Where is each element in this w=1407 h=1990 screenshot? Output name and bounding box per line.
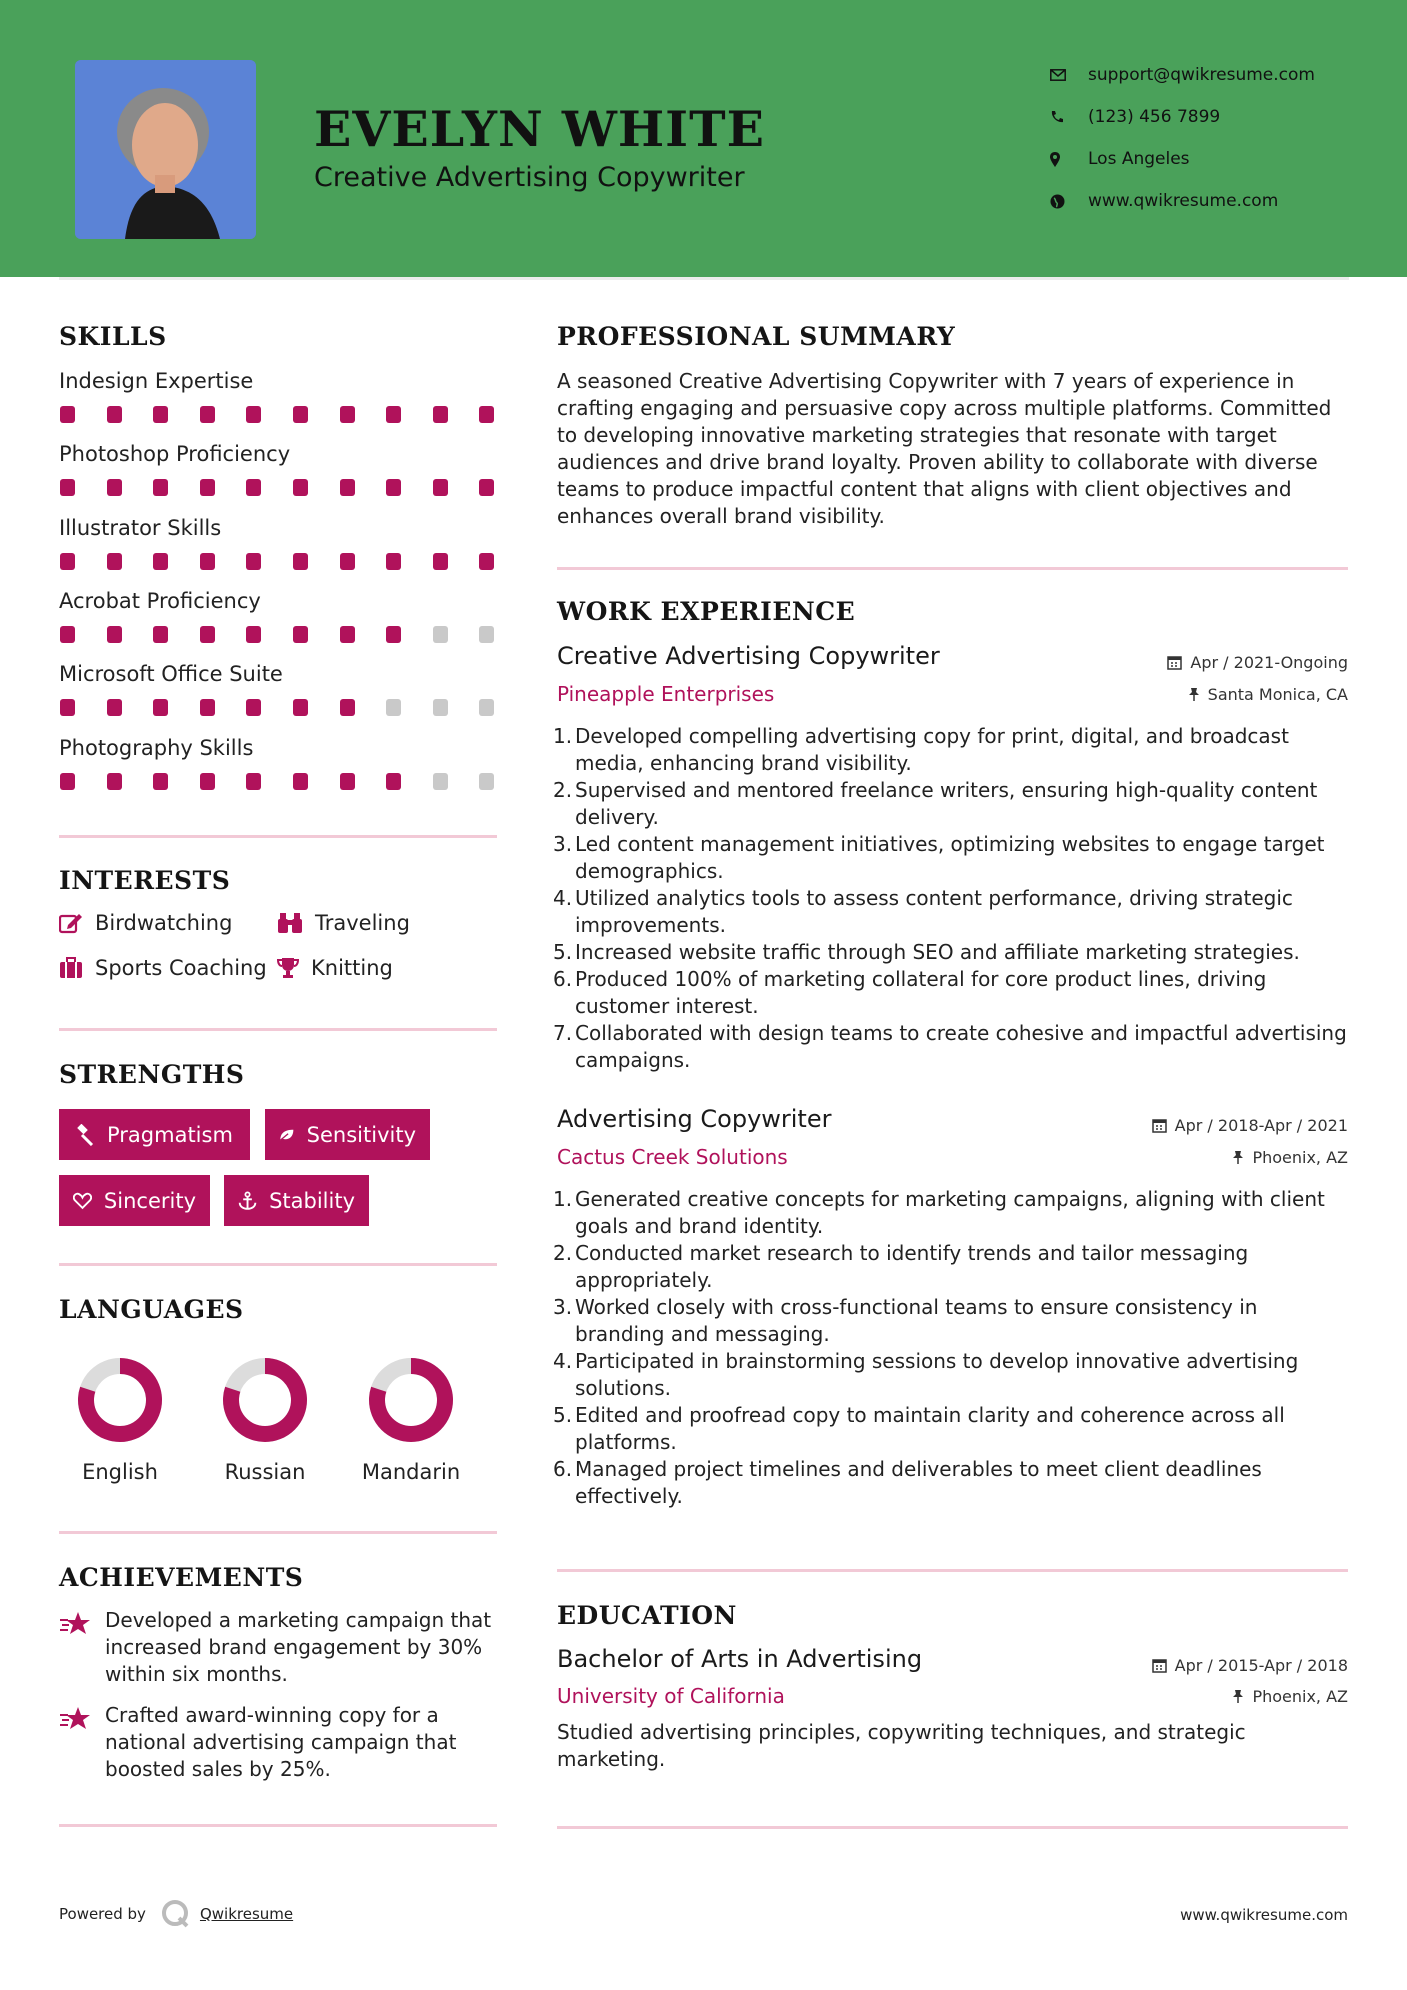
skill-dot <box>153 553 168 570</box>
skill-dot <box>293 553 308 570</box>
skill-dot <box>200 553 215 570</box>
skill-dot <box>200 479 215 496</box>
skill-dot <box>433 699 448 716</box>
heart-icon <box>73 1191 92 1211</box>
job-company: Pineapple Enterprises <box>557 682 775 706</box>
skill-dot <box>293 699 308 716</box>
skill-rating <box>59 699 499 717</box>
pushpin-icon <box>1188 687 1200 702</box>
leaf-icon <box>279 1125 295 1145</box>
skill-dot <box>340 479 355 496</box>
gavel-icon <box>73 1124 95 1146</box>
skill-dot <box>386 479 401 496</box>
job-location: Santa Monica, CA <box>1188 685 1348 704</box>
skill-rating <box>59 553 499 571</box>
skill-dot <box>60 406 75 423</box>
education-description: Studied advertising principles, copywriting techniques, and strategic marketing. <box>557 1720 1246 1771</box>
skill-dot <box>433 479 448 496</box>
skill-dot <box>386 699 401 716</box>
binoculars-icon <box>277 912 303 934</box>
job-bullets <box>553 723 1353 1074</box>
briefcase-icon <box>59 957 83 979</box>
skill-dot <box>246 406 261 423</box>
skill-dot <box>200 406 215 423</box>
skill-dot <box>246 626 261 643</box>
skill-dot <box>293 773 308 790</box>
skill-dot <box>340 553 355 570</box>
skill-dot <box>153 699 168 716</box>
skill-dot <box>246 699 261 716</box>
divider <box>59 1824 497 1827</box>
strength-tag: Pragmatism <box>59 1109 250 1160</box>
header-divider <box>59 277 1349 280</box>
skill-dot <box>479 479 494 496</box>
skill-dot <box>246 479 261 496</box>
education-location: Phoenix, AZ <box>1232 1687 1348 1706</box>
qwikresume-link[interactable]: Qwikresume <box>199 1905 294 1923</box>
qwikresume-logo-icon <box>160 1898 192 1930</box>
skill-dot <box>107 553 122 570</box>
job-company: Cactus Creek Solutions <box>557 1145 788 1169</box>
skill-dot <box>479 553 494 570</box>
skill-name: Indesign Expertise <box>59 369 254 393</box>
job-dates: Apr / 2021-Ongoing <box>1167 653 1348 672</box>
pushpin-icon <box>1232 1689 1244 1704</box>
job-bullet: 7. Collaborated with design teams to create cohesive and impactful advertising campaigns. <box>553 1021 1347 1072</box>
calendar-icon <box>1152 1118 1167 1133</box>
divider <box>59 835 497 838</box>
skill-dot <box>60 479 75 496</box>
footer-powered-by: Powered by Qwikresume <box>59 1898 293 1930</box>
experience-heading: WORK EXPERIENCE <box>557 597 856 626</box>
footer-website[interactable]: www.qwikresume.com <box>1180 1906 1348 1924</box>
pushpin-icon <box>1232 1150 1244 1165</box>
strengths-heading: STRENGTHS <box>59 1060 245 1089</box>
school-name: University of California <box>557 1684 785 1708</box>
education-heading: EDUCATION <box>557 1601 737 1630</box>
skill-rating <box>59 479 499 497</box>
contact-list <box>1050 54 1370 222</box>
language-proficiency-ring <box>75 1355 165 1445</box>
job-bullet: 6. Produced 100% of marketing collateral for core product lines, driving customer interest. <box>553 967 1267 1018</box>
skill-dot <box>479 626 494 643</box>
candidate-name: EVELYN WHITE <box>314 100 765 158</box>
edit-icon <box>59 912 83 934</box>
job-title: Advertising Copywriter <box>557 1105 832 1133</box>
job-dates: Apr / 2018-Apr / 2021 <box>1152 1116 1348 1135</box>
skill-dot <box>386 553 401 570</box>
divider <box>59 1263 497 1266</box>
degree-title: Bachelor of Arts in Advertising <box>557 1645 923 1673</box>
languages-heading: LANGUAGES <box>59 1295 244 1324</box>
skill-dot <box>386 626 401 643</box>
summary-heading: PROFESSIONAL SUMMARY <box>557 322 956 351</box>
divider <box>59 1028 497 1031</box>
job-bullet: 6. Managed project timelines and deliverables to meet client deadlines effectively. <box>553 1457 1262 1508</box>
skill-name: Photoshop Proficiency <box>59 442 291 467</box>
divider <box>557 567 1348 570</box>
interest-item: Traveling <box>277 911 410 935</box>
skill-name: Acrobat Proficiency <box>59 588 261 613</box>
skill-dot <box>107 626 122 643</box>
skill-dot <box>107 479 122 496</box>
map-pin-icon <box>1050 152 1088 167</box>
job-bullet: 4. Participated in brainstorming sessions to develop innovative advertising solutions. <box>553 1349 1299 1400</box>
divider <box>557 1569 1348 1572</box>
skill-dot <box>479 699 494 716</box>
skill-dot <box>153 479 168 496</box>
calendar-icon <box>1167 655 1182 670</box>
globe-icon <box>1050 194 1088 209</box>
job-bullet: 1. Generated creative concepts for marketing campaigns, aligning with client goals and brand identity. <box>553 1187 1325 1238</box>
skill-dot <box>433 406 448 423</box>
skill-dot <box>107 773 122 790</box>
skill-dot <box>340 699 355 716</box>
skill-dot <box>340 406 355 423</box>
skill-dot <box>107 406 122 423</box>
job-bullet: 3. Worked closely with cross-functional teams to ensure consistency in branding and messaging. <box>553 1295 1258 1346</box>
interest-item: Sports Coaching <box>59 956 267 980</box>
skill-dot <box>153 406 168 423</box>
skill-dot <box>153 626 168 643</box>
job-bullet: 4. Utilized analytics tools to assess content performance, driving strategic improvements. <box>553 886 1293 937</box>
job-bullet: 3. Led content management initiatives, optimizing websites to engage target demographics. <box>553 832 1325 883</box>
job-bullet: 5. Edited and proofread copy to maintain clarity and coherence across all platforms. <box>553 1403 1285 1454</box>
skill-dot <box>479 773 494 790</box>
language-proficiency-ring <box>366 1355 456 1445</box>
achievement-item: Crafted award-winning copy for a national advertising campaign that boosted sales by 25%. <box>59 1702 499 1783</box>
job-bullet: 1. Developed compelling advertising copy for print, digital, and broadcast media, enhancing brand visibility. <box>553 724 1289 775</box>
anchor-icon <box>238 1190 257 1212</box>
interest-item: Knitting <box>277 956 393 980</box>
skill-dot <box>200 773 215 790</box>
divider <box>557 1826 1348 1829</box>
skill-dot <box>107 699 122 716</box>
language-proficiency-ring <box>220 1355 310 1445</box>
star-icon <box>59 1611 91 1637</box>
job-bullet: 2. Supervised and mentored freelance writers, ensuring high-quality content delivery. <box>553 778 1318 829</box>
strength-tag: Sincerity <box>59 1175 210 1226</box>
skill-dot <box>246 553 261 570</box>
profile-photo <box>75 60 256 239</box>
achievement-item: Developed a marketing campaign that increased brand engagement by 30% within six months. <box>59 1607 499 1688</box>
skill-dot <box>293 406 308 423</box>
contact-email[interactable]: support@qwikresume.com <box>1050 54 1370 96</box>
star-icon <box>59 1706 91 1732</box>
skill-dot <box>246 773 261 790</box>
envelope-icon <box>1050 69 1088 81</box>
language-name: Mandarin <box>361 1460 461 1484</box>
interests-heading: INTERESTS <box>59 866 231 895</box>
job-title: Creative Advertising Copywriter <box>557 642 940 670</box>
skill-name: Illustrator Skills <box>59 515 222 540</box>
job-bullets <box>553 1186 1353 1510</box>
interest-item: Birdwatching <box>59 911 232 935</box>
language-name: Russian <box>224 1460 306 1484</box>
job-location: Phoenix, AZ <box>1232 1148 1348 1167</box>
achievements-heading: ACHIEVEMENTS <box>59 1563 304 1592</box>
skill-dot <box>200 626 215 643</box>
skill-dot <box>340 773 355 790</box>
skill-dot <box>60 553 75 570</box>
skill-dot <box>433 626 448 643</box>
skills-heading: SKILLS <box>59 322 167 351</box>
language-name: English <box>82 1460 158 1484</box>
divider <box>59 1531 497 1534</box>
skill-rating <box>59 773 499 791</box>
summary-text: A seasoned Creative Advertising Copywriter with 7 years of experience in crafting engaging and persuasive copy across multiple platforms. Committed to developing innovative marketing strategies that resonate with target audiences and drive brand loyalty. Proven ability to collaborate with diverse teams to produce impactful content that aligns with client objectives and enhances overall brand visibility. <box>557 369 1332 528</box>
strength-tag: Stability <box>224 1175 369 1226</box>
skill-dot <box>433 773 448 790</box>
skill-name: Microsoft Office Suite <box>59 662 283 687</box>
phone-icon <box>1050 110 1088 124</box>
skill-dot <box>386 406 401 423</box>
skill-dot <box>340 626 355 643</box>
trophy-icon <box>277 957 299 979</box>
skill-dot <box>153 773 168 790</box>
skill-dot <box>60 626 75 643</box>
contact-website[interactable]: www.qwikresume.com <box>1050 180 1370 222</box>
skill-dot <box>386 773 401 790</box>
skill-name: Photography Skills <box>59 735 254 760</box>
header-banner <box>0 0 1407 277</box>
education-dates: Apr / 2015-Apr / 2018 <box>1152 1656 1348 1675</box>
contact-phone[interactable]: (123) 456 7899 <box>1050 96 1370 138</box>
candidate-role: Creative Advertising Copywriter <box>314 162 745 193</box>
skill-dot <box>293 479 308 496</box>
job-bullet: 5. Increased website traffic through SEO and affiliate marketing strategies. <box>553 940 1300 964</box>
skill-dot <box>433 553 448 570</box>
skill-dot <box>60 773 75 790</box>
skill-dot <box>293 626 308 643</box>
strength-tag: Sensitivity <box>265 1109 430 1160</box>
skill-dot <box>200 699 215 716</box>
skill-rating <box>59 626 499 644</box>
skill-dot <box>479 406 494 423</box>
job-bullet: 2. Conducted market research to identify trends and tailor messaging appropriately. <box>553 1241 1249 1292</box>
skill-rating <box>59 406 499 424</box>
calendar-icon <box>1152 1658 1167 1673</box>
skill-dot <box>60 699 75 716</box>
contact-location: Los Angeles <box>1050 138 1370 180</box>
